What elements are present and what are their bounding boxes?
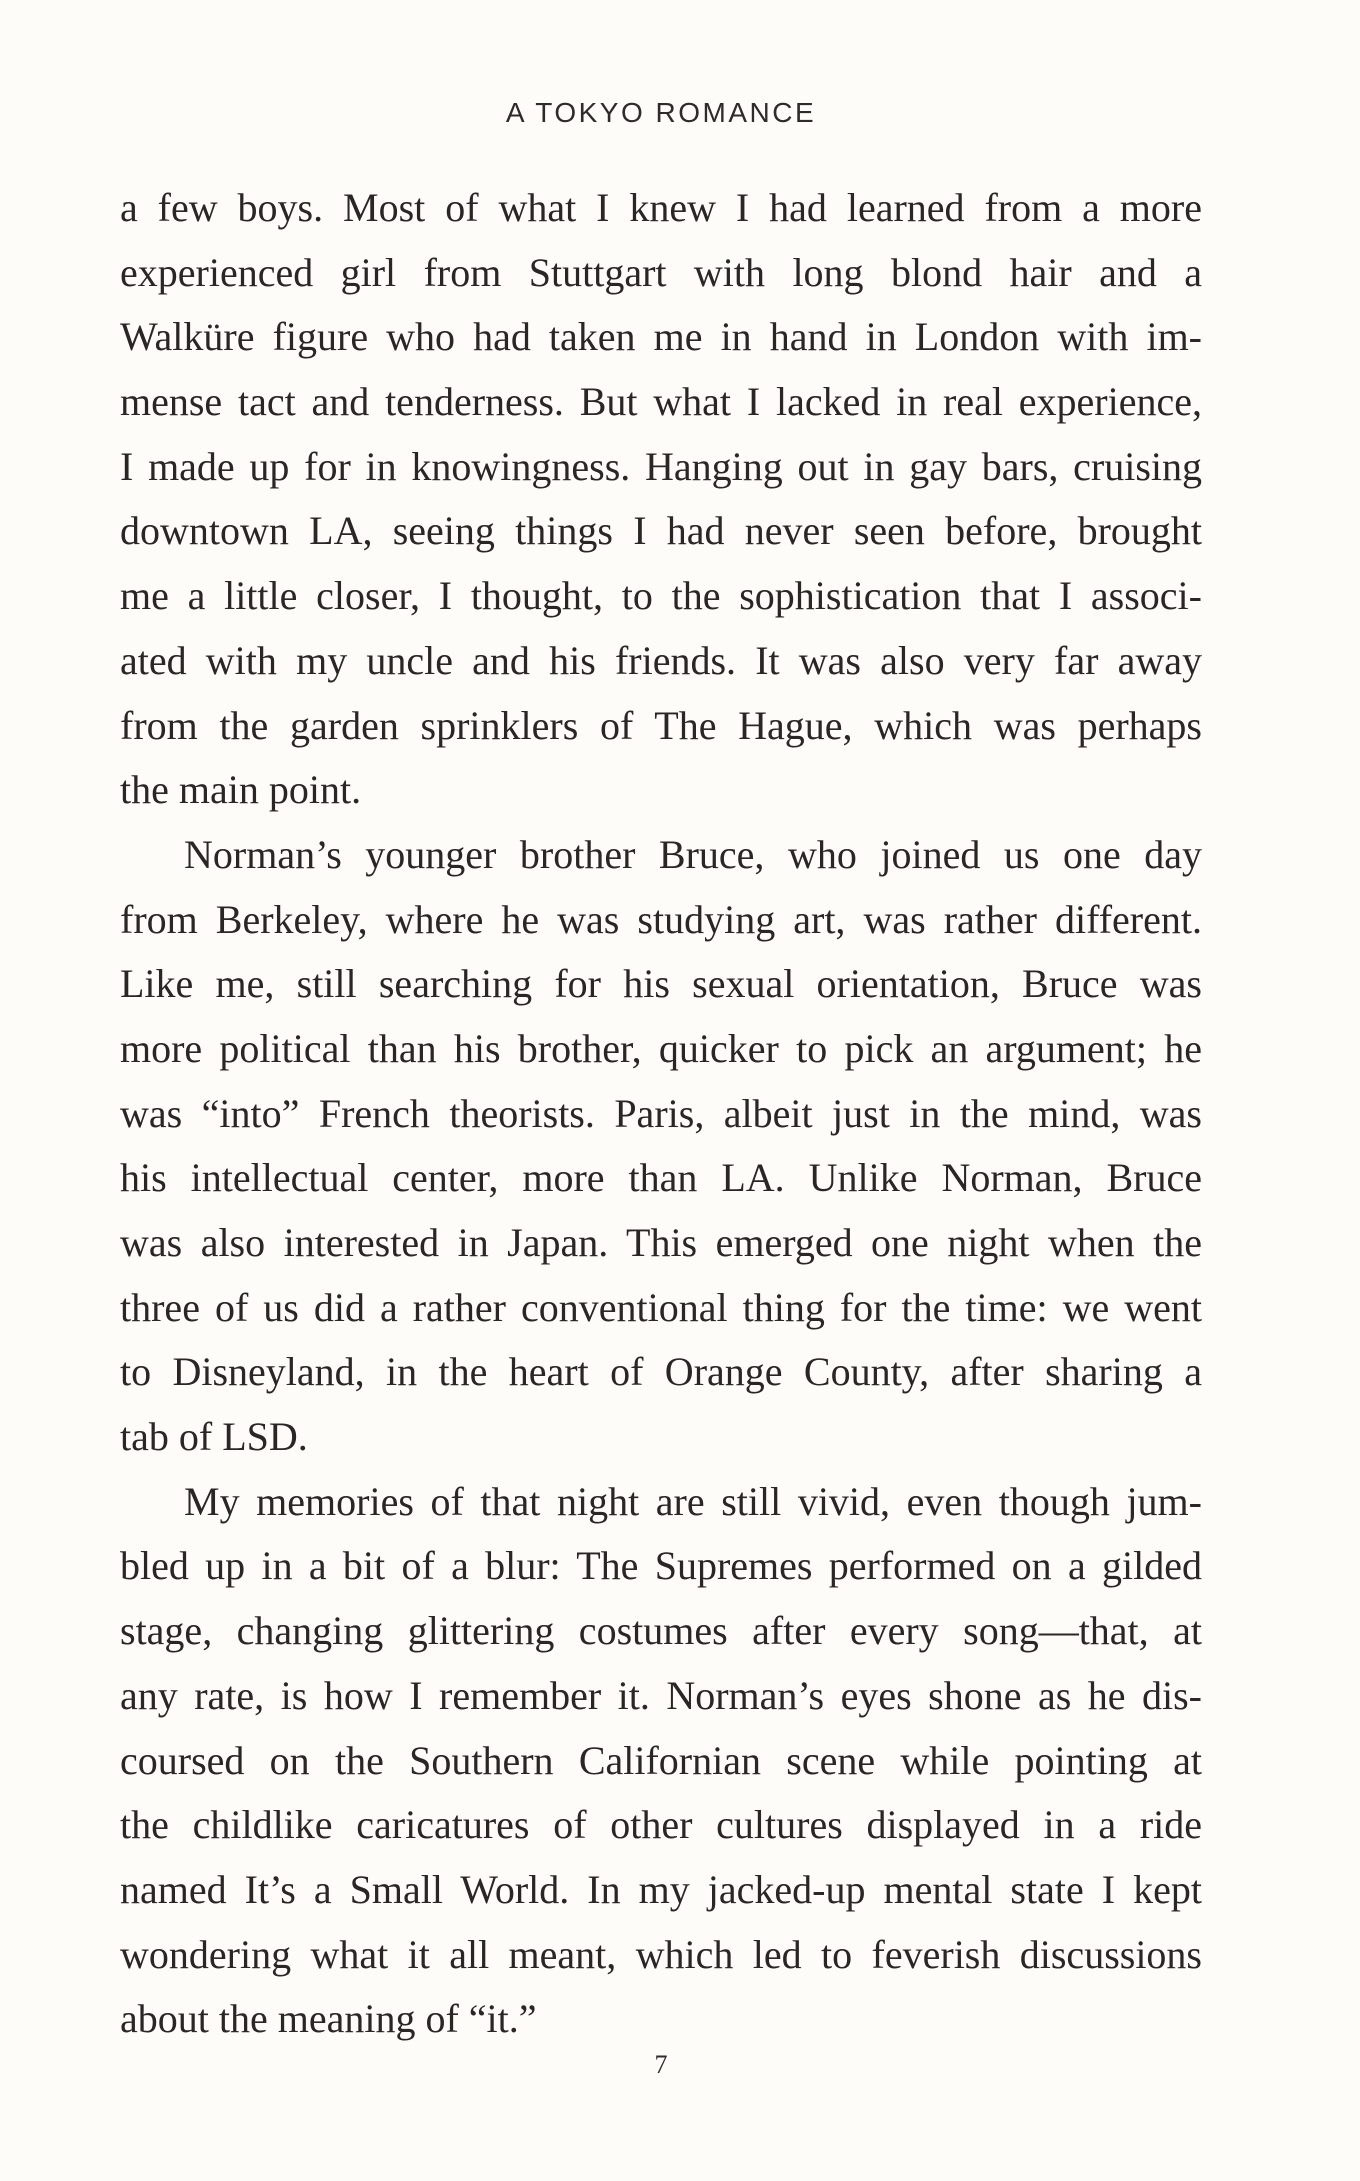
text-line: coursed on the Southern Californian scene while pointing at <box>120 1737 1202 1783</box>
text-line: to Disneyland, in the heart of Orange County, after sharing a <box>120 1349 1202 1395</box>
text-line: bled up in a bit of a blur: The Supremes performed on a gilded <box>120 1543 1202 1589</box>
text-line: more political than his brother, quicker to pick an argument; he <box>120 1025 1202 1071</box>
text-line: about the meaning of “it.” <box>120 1996 537 2042</box>
text-line: from the garden sprinklers of The Hague, which was perhaps <box>120 702 1202 748</box>
page-number: 7 <box>654 2050 668 2079</box>
text-line: from Berkeley, where he was studying art, was rather different. <box>120 896 1202 942</box>
text-line: any rate, is how I remember it. Norman’s eyes shone as he dis- <box>120 1672 1202 1718</box>
text-line: ated with my uncle and his friends. It was also very far away <box>120 637 1202 683</box>
text-line: wondering what it all meant, which led to feverish discussions <box>120 1931 1202 1977</box>
text-line: Norman’s younger brother Bruce, who joined us one day <box>184 831 1202 877</box>
text-line: a few boys. Most of what I knew I had learned from a more <box>120 185 1202 230</box>
text-line: Like me, still searching for his sexual orientation, Bruce was <box>120 961 1202 1007</box>
text-line: mense tact and tenderness. But what I lacked in real experience, <box>120 379 1202 425</box>
text-line: stage, changing glittering costumes after every song—that, at <box>120 1608 1202 1654</box>
text-line: Walküre figure who had taken me in hand in London with im- <box>120 314 1202 360</box>
text-line: experienced girl from Stuttgart with long blond hair and a <box>120 249 1202 295</box>
text-line: downtown LA, seeing things I had never seen before, brought <box>120 508 1202 554</box>
text-line: named It’s a Small World. In my jacked-up mental state I kept <box>120 1866 1202 1912</box>
text-line: the childlike caricatures of other cultures displayed in a ride <box>120 1802 1202 1848</box>
text-line: tab of LSD. <box>120 1414 308 1460</box>
running-head: A TOKYO ROMANCE <box>505 97 817 128</box>
text-line: his intellectual center, more than LA. Unlike Norman, Bruce <box>120 1155 1202 1201</box>
text-line: I made up for in knowingness. Hanging out in gay bars, cruising <box>120 443 1202 489</box>
text-line: me a little closer, I thought, to the sophistication that I associ- <box>120 573 1202 619</box>
text-line: My memories of that night are still vivid, even though jum- <box>184 1478 1202 1524</box>
text-line: was also interested in Japan. This emerged one night when the <box>120 1220 1202 1265</box>
body-text <box>120 176 1202 2052</box>
text-line: three of us did a rather conventional thing for the time: we went <box>120 1284 1202 1330</box>
text-line: the main point. <box>120 767 362 813</box>
text-line: was “into” French theorists. Paris, albeit just in the mind, was <box>120 1090 1202 1136</box>
